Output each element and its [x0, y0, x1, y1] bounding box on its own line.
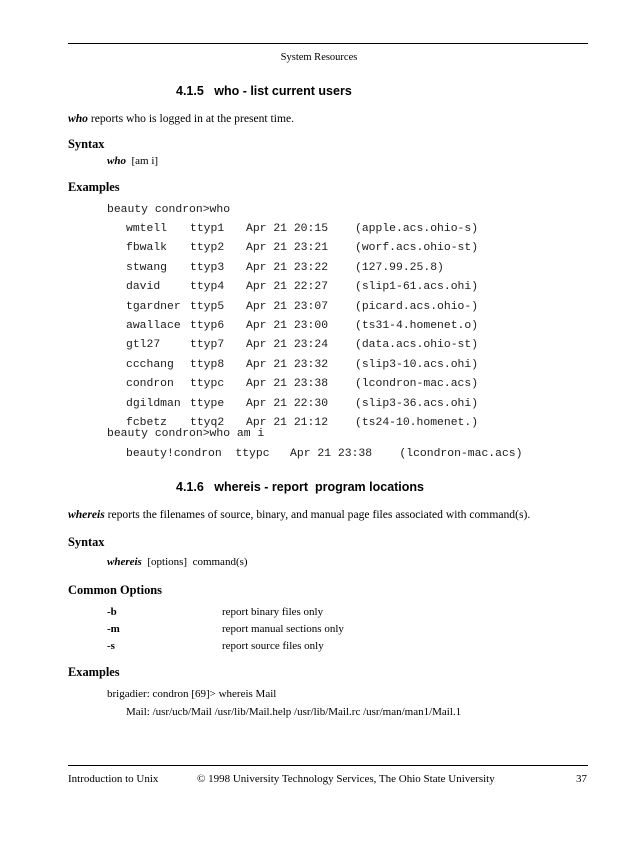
whereis-syntax-command: whereis [107, 556, 142, 568]
syntax-label: Syntax [68, 535, 105, 549]
user-cell: condron [126, 378, 174, 391]
user-cell: wmtell [126, 223, 168, 235]
login-time-cell: Apr 21 21:12 [246, 417, 329, 429]
host-cell: (apple.acs.ohio-s) [355, 223, 479, 235]
login-time-cell: Apr 21 22:27 [246, 281, 329, 294]
who-command-name: who [68, 112, 88, 125]
section-number: 4.1.6 [176, 480, 204, 494]
whereis-intro-text: reports the filenames of source, binary, and manual page files associated with command(s). [104, 508, 531, 521]
login-time-cell: Apr 21 22:30 [246, 397, 329, 410]
header-rule [68, 43, 588, 44]
examples-label: Examples [68, 180, 120, 194]
user-cell: gtl27 [126, 339, 161, 352]
login-time-cell: Apr 21 23:38 [246, 378, 329, 391]
option-flag: -s [107, 640, 115, 652]
who-syntax-args: [am i] [125, 155, 159, 167]
running-head: System Resources [280, 52, 358, 63]
whereis-intro [68, 508, 530, 521]
user-cell: tgardner [126, 300, 181, 313]
host-cell: (127.99.25.8) [355, 261, 444, 274]
who-intro [68, 112, 294, 125]
host-cell: (lcondron-mac.acs) [355, 378, 479, 391]
who-syntax-command: who [107, 155, 126, 167]
user-cell: awallace [126, 320, 181, 332]
whereis-syntax-args: [options] command(s) [141, 556, 248, 568]
examples-label: Examples [68, 665, 120, 679]
tty-cell: ttyp5 [190, 300, 225, 313]
host-cell: (slip3-10.acs.ohi) [355, 358, 479, 371]
footer-left: Introduction to Unix [68, 773, 159, 785]
user-cell: stwang [126, 261, 168, 274]
login-time-cell: Apr 21 23:22 [246, 261, 329, 274]
section-title: who - list current users [214, 84, 352, 98]
host-cell: (slip3-36.acs.ohi) [355, 397, 479, 410]
option-flag: -b [107, 606, 117, 618]
syntax-label: Syntax [68, 137, 105, 151]
section-number: 4.1.5 [176, 84, 204, 98]
option-flag: -m [107, 623, 120, 635]
tty-cell: ttyp6 [190, 320, 225, 332]
user-cell: fbwalk [126, 242, 168, 255]
whereis-command-name: whereis [68, 508, 105, 521]
login-time-cell: Apr 21 23:00 [246, 320, 329, 332]
section-heading-who [176, 84, 352, 98]
tty-cell: ttyp7 [190, 339, 225, 352]
whereis-syntax [107, 556, 248, 568]
who-syntax [107, 155, 158, 167]
tty-cell: ttyq2 [190, 417, 225, 429]
host-cell: (slip1-61.acs.ohi) [355, 281, 479, 294]
host-cell: (ts31-4.homenet.o) [355, 320, 479, 332]
option-description: report binary files only [222, 606, 324, 618]
user-cell: ccchang [126, 358, 174, 371]
user-cell: david [126, 281, 161, 294]
common-options-label: Common Options [68, 583, 162, 597]
login-time-cell: Apr 21 20:15 [246, 223, 329, 235]
option-description: report manual sections only [222, 623, 344, 635]
whereis-example-command: brigadier: condron [69]> whereis Mail [107, 688, 277, 700]
footer-rule [68, 765, 588, 766]
footer-copyright: © 1998 University Technology Services, The Ohio State University [197, 773, 495, 785]
login-time-cell: Apr 21 23:07 [246, 300, 329, 313]
tty-cell: ttyp8 [190, 358, 225, 371]
page-number: 37 [576, 773, 587, 785]
user-cell: fcbetz [126, 417, 168, 429]
whoami-output: beauty!condron ttypc Apr 21 23:38 (lcondron-mac.acs) [126, 448, 523, 460]
tty-cell: ttyp4 [190, 281, 225, 294]
whereis-example-output: Mail: /usr/ucb/Mail /usr/lib/Mail.help /usr/lib/Mail.rc /usr/man/man1/Mail.1 [126, 706, 462, 718]
whoami-prompt: beauty condron>who am i [107, 428, 265, 440]
option-description: report source files only [222, 640, 324, 652]
tty-cell: ttyp3 [190, 261, 225, 274]
section-heading-whereis [176, 480, 424, 494]
login-time-cell: Apr 21 23:32 [246, 358, 329, 371]
tty-cell: ttype [190, 397, 225, 410]
host-cell: (ts24-10.homenet.) [355, 417, 479, 429]
who-prompt: beauty condron>who [107, 204, 231, 216]
host-cell: (data.acs.ohio-st) [355, 339, 479, 352]
section-title: whereis - report program locations [214, 480, 424, 494]
tty-cell: ttyp2 [190, 242, 225, 255]
tty-cell: ttypc [190, 378, 225, 391]
login-time-cell: Apr 21 23:21 [246, 242, 329, 255]
host-cell: (picard.acs.ohio-) [355, 300, 479, 313]
login-time-cell: Apr 21 23:24 [246, 339, 329, 352]
who-intro-text: reports who is logged in at the present time. [87, 112, 295, 125]
host-cell: (worf.acs.ohio-st) [355, 242, 479, 255]
user-cell: dgildman [126, 397, 181, 410]
tty-cell: ttyp1 [190, 223, 225, 235]
